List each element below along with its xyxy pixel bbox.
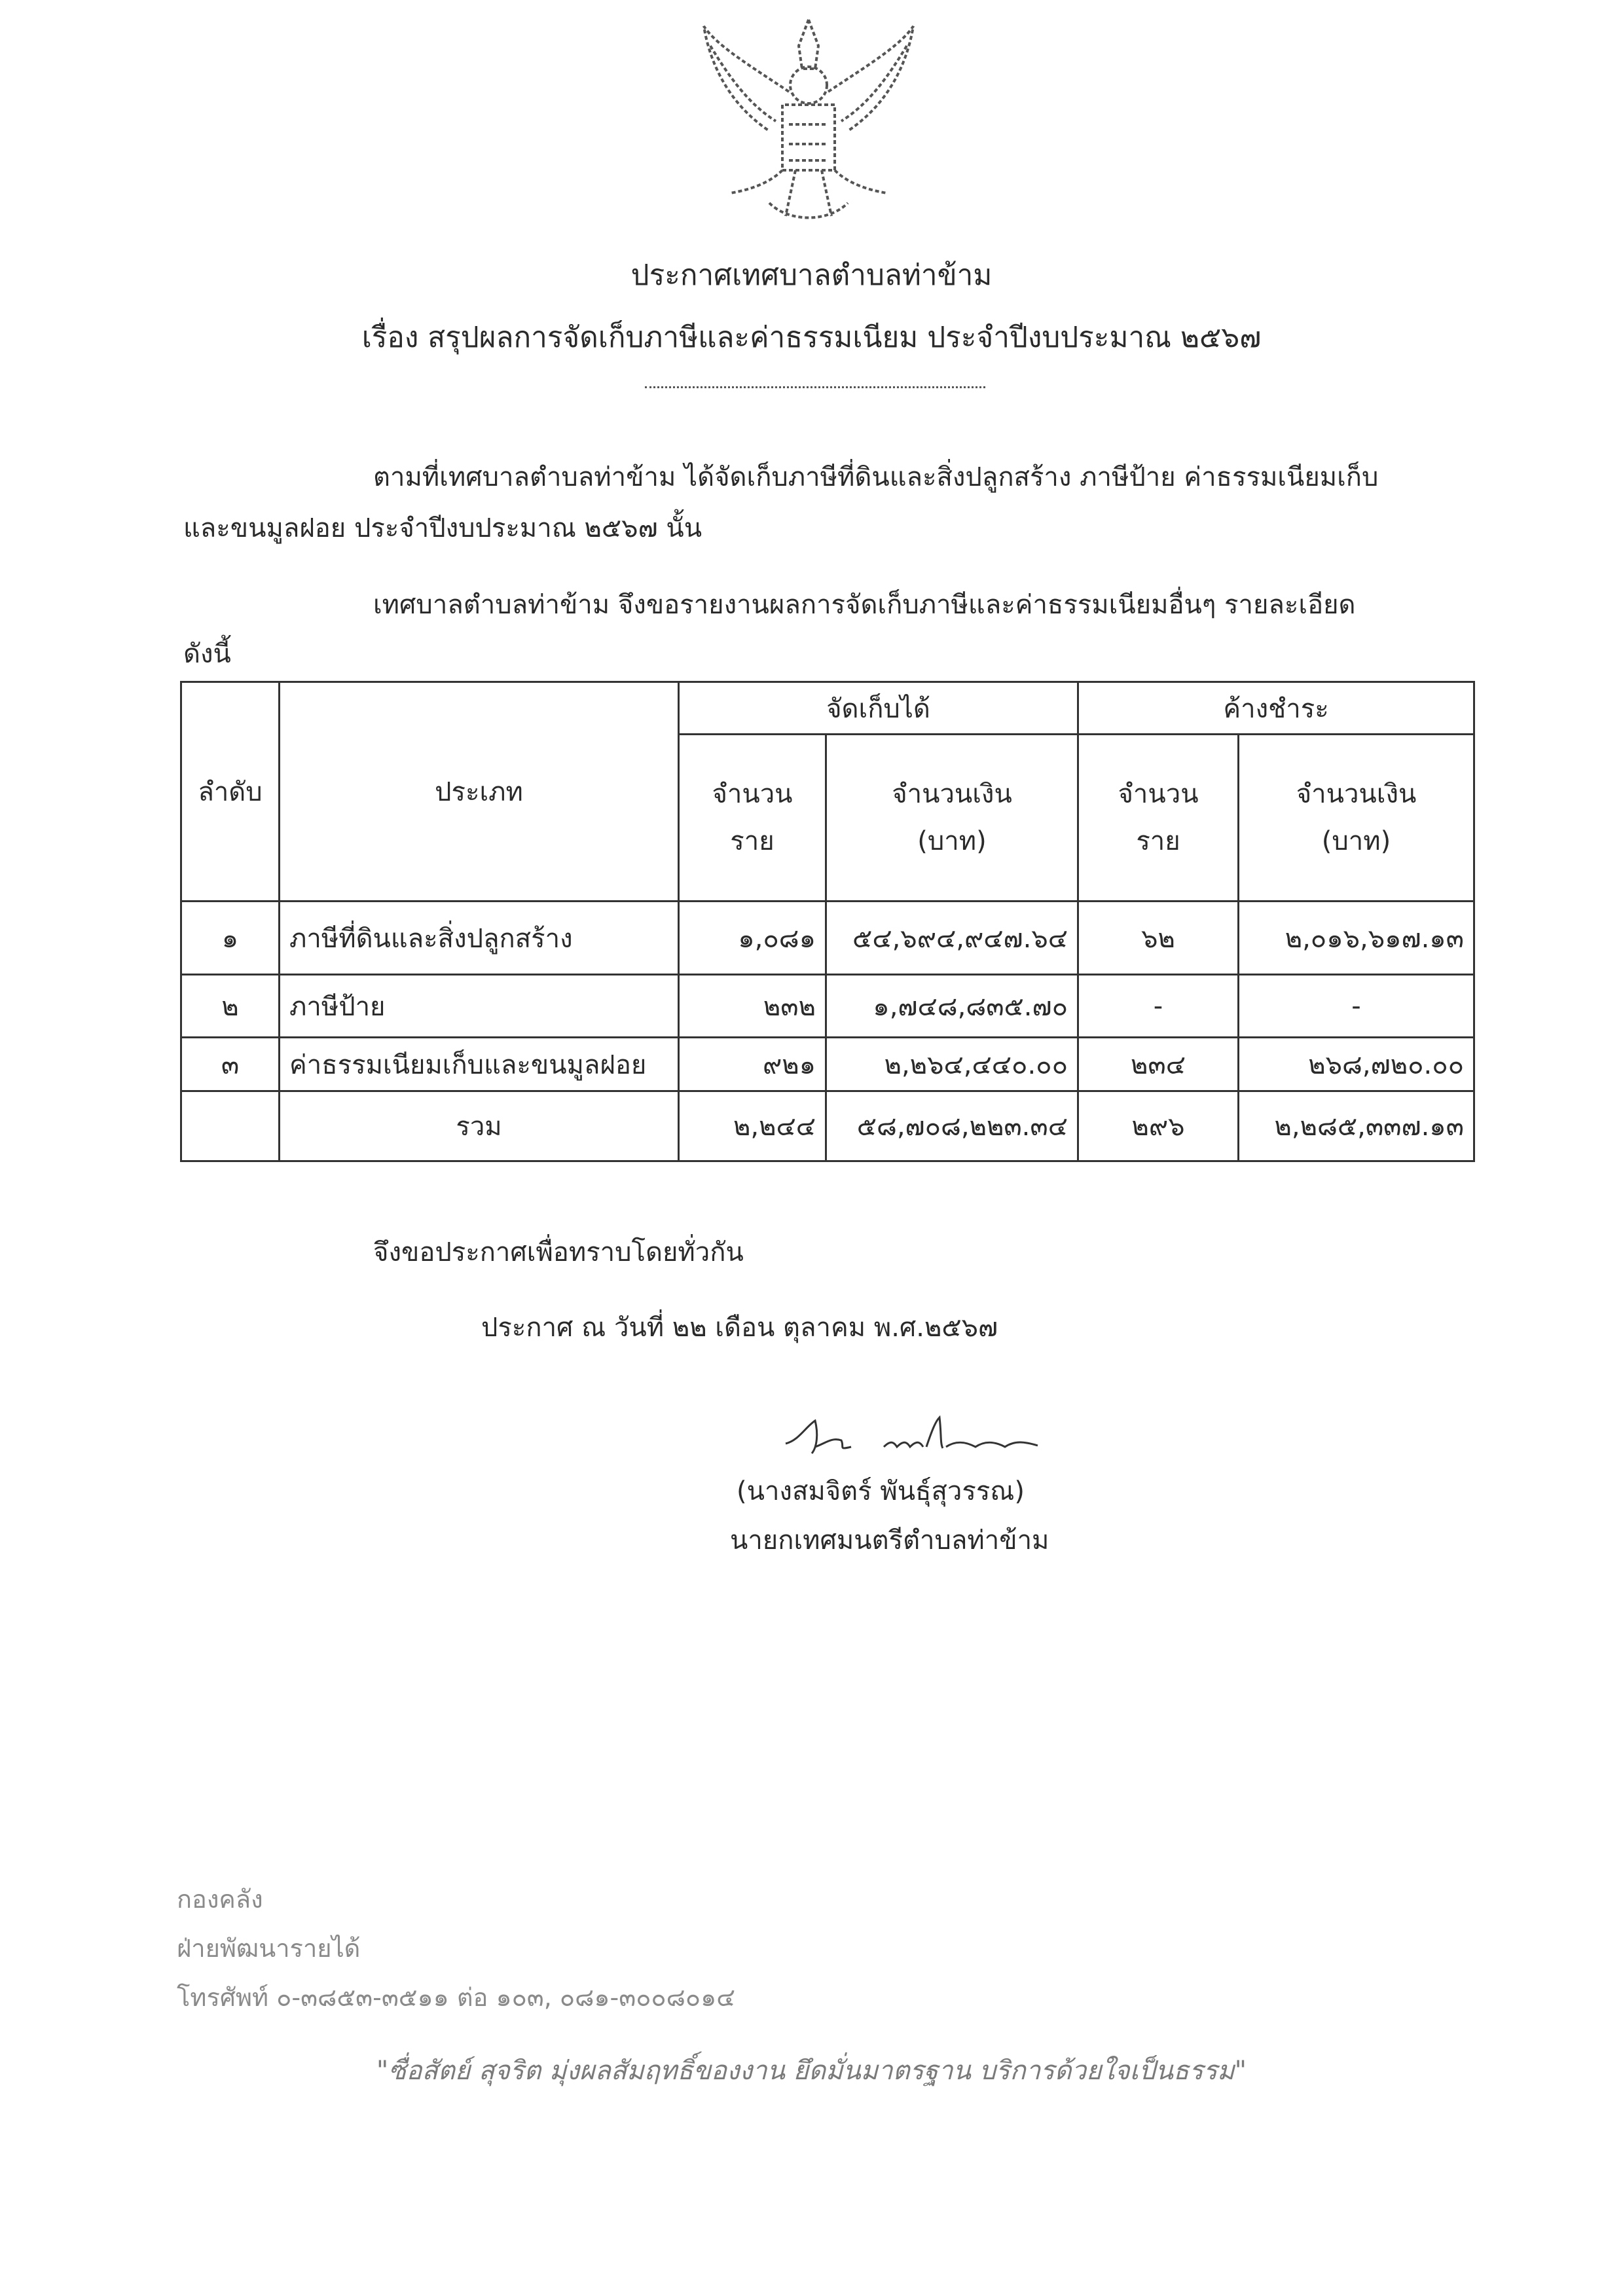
total-collected-amount: ๕๘,๗๐๘,๒๒๓.๓๔ [826, 1091, 1078, 1161]
row-collected-count: ๙๒๑ [679, 1038, 826, 1091]
dotted-divider [645, 386, 985, 388]
row-outstanding-amount: - [1239, 975, 1474, 1038]
collection-summary-table [180, 681, 1475, 1162]
table-row [181, 1038, 1474, 1091]
row-no: ๓ [181, 1038, 280, 1091]
header-type: ประเภท [280, 682, 679, 902]
row-collected-amount: ๒,๒๖๔,๔๔๐.๐๐ [826, 1038, 1078, 1091]
total-outstanding-amount: ๒,๒๘๕,๓๓๗.๑๓ [1239, 1091, 1474, 1161]
signer-name: (นางสมจิตร์ พันธุ์สุวรรณ) [737, 1476, 1025, 1506]
table-row [181, 975, 1474, 1038]
row-outstanding-amount: ๒,๐๑๖,๖๑๗.๑๓ [1239, 902, 1474, 975]
header-collected-amount: จำนวนเงิน (บาท) [826, 735, 1078, 902]
footer-department: กองคลัง [177, 1885, 263, 1914]
paragraph-1-line-1: ตามที่เทศบาลตำบลท่าข้าม ได้จัดเก็บภาษีที่ดินและสิ่งปลูกสร้าง ภาษีป้าย ค่าธรรมเนียมเก็บ [373, 462, 1379, 492]
total-outstanding-count: ๒๙๖ [1078, 1091, 1239, 1161]
closing-statement: จึงขอประกาศเพื่อทราบโดยทั่วกัน [373, 1237, 744, 1267]
row-collected-amount: ๕๔,๖๙๔,๙๔๗.๖๔ [826, 902, 1078, 975]
paragraph-1-line-2: และขนมูลฝอย ประจำปีงบประมาณ ๒๕๖๗ นั้น [183, 513, 702, 543]
table-row [181, 902, 1474, 975]
header-outstanding-amount: จำนวนเงิน (บาท) [1239, 735, 1474, 902]
row-outstanding-amount: ๒๖๘,๗๒๐.๐๐ [1239, 1038, 1474, 1091]
footer-motto: "ซื่อสัตย์ สุจริต มุ่งผลสัมฤทธิ์ของงาน ยึดมั่นมาตรฐาน บริการด้วยใจเป็นธรรม" [376, 2056, 1247, 2086]
footer-section: ฝ่ายพัฒนารายได้ [177, 1934, 361, 1963]
footer-phone: โทรศัพท์ ๐-๓๘๕๓-๓๕๑๑ ต่อ ๑๐๓, ๐๘๑-๓๐๐๘๐๑๔ [177, 1983, 735, 2012]
row-collected-count: ๑,๐๘๑ [679, 902, 826, 975]
row-collected-amount: ๑,๗๔๘,๘๓๕.๗๐ [826, 975, 1078, 1038]
row-no: ๒ [181, 975, 280, 1038]
paragraph-2-line-1: เทศบาลตำบลท่าข้าม จึงขอรายงานผลการจัดเก็บภาษีและค่าธรรมเนียมอื่นๆ รายละเอียด [373, 590, 1356, 620]
announcement-subject: เรื่อง สรุปผลการจัดเก็บภาษีและค่าธรรมเนียม ประจำปีงบประมาณ ๒๕๖๗ [361, 321, 1262, 354]
row-no: ๑ [181, 902, 280, 975]
header-collected: จัดเก็บได้ [679, 682, 1078, 735]
row-outstanding-count: - [1078, 975, 1239, 1038]
table-header-row [181, 682, 1474, 735]
header-outstanding-count: จำนวน ราย [1078, 735, 1239, 902]
header-collected-count: จำนวน ราย [679, 735, 826, 902]
paragraph-2-line-2: ดังนี้ [183, 639, 231, 669]
row-type: ภาษีที่ดินและสิ่งปลูกสร้าง [280, 902, 679, 975]
total-collected-count: ๒,๒๔๔ [679, 1091, 826, 1161]
row-type: ภาษีป้าย [280, 975, 679, 1038]
row-outstanding-count: ๖๒ [1078, 902, 1239, 975]
total-no-cell [181, 1091, 280, 1161]
row-collected-count: ๒๓๒ [679, 975, 826, 1038]
header-outstanding: ค้างชำระ [1078, 682, 1474, 735]
garuda-emblem-icon [691, 7, 926, 236]
announcement-title: ประกาศเทศบาลตำบลท่าข้าม [630, 259, 993, 292]
signer-position: นายกเทศมนตรีตำบลท่าข้าม [730, 1525, 1049, 1556]
row-outstanding-count: ๒๓๔ [1078, 1038, 1239, 1091]
table-total-row [181, 1091, 1474, 1161]
total-label: รวม [280, 1091, 679, 1161]
row-type: ค่าธรรมเนียมเก็บและขนมูลฝอย [280, 1038, 679, 1091]
announcement-date: ประกาศ ณ วันที่ ๒๒ เดือน ตุลาคม พ.ศ.๒๕๖๗ [481, 1313, 998, 1343]
signature-image [779, 1408, 1054, 1467]
header-no: ลำดับ [181, 682, 280, 902]
